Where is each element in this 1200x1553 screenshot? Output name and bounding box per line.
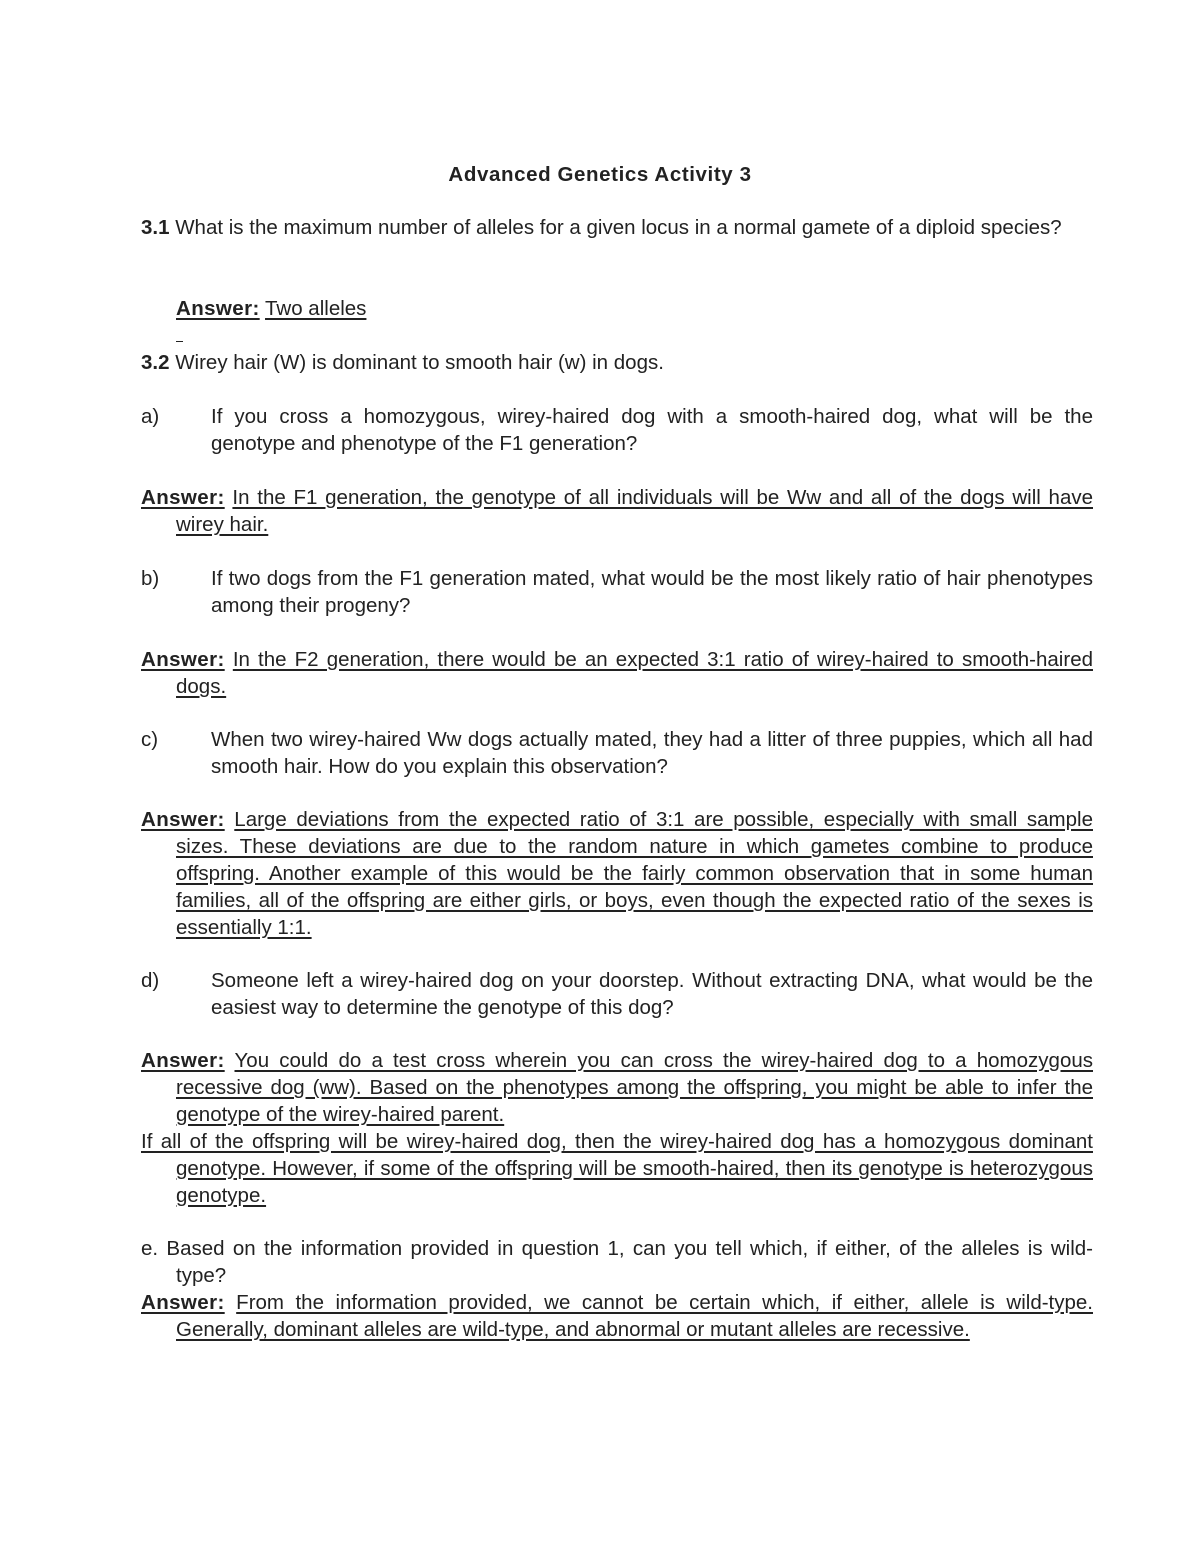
answer-d: [141, 1047, 1093, 1128]
question-number: 3.2: [141, 351, 170, 374]
answer-e: [141, 1289, 1093, 1343]
document-title: Advanced Genetics Activity 3: [448, 163, 752, 186]
question-marker: d): [141, 969, 160, 992]
question-marker: c): [141, 728, 159, 751]
question-e: [141, 1235, 1093, 1289]
question-text: Based on the information provided in question 1, can you tell which, if either, of the alleles is wild-type?: [166, 1237, 1094, 1287]
answer-text: You could do a test cross wherein you can cross the wirey-haired dog to a homozygous recessive dog (ww). Based on the phenotypes among the offspring, you might be able to infer the genotype of the wirey-haired parent.: [176, 1049, 1093, 1126]
answer-3-1: [176, 295, 1058, 322]
question-3-2: [141, 349, 1093, 376]
answer-text: Two alleles: [265, 297, 367, 320]
answer-label: Answer:: [141, 648, 225, 671]
question-d: [141, 967, 1093, 1021]
question-text: Wirey hair (W) is dominant to smooth hair (w) in dogs.: [175, 351, 664, 374]
answer-c: [141, 806, 1093, 941]
question-b: [141, 565, 1093, 619]
answer-text: In the F2 generation, there would be an expected 3:1 ratio of wirey-haired to smooth-haired dogs.: [176, 648, 1093, 698]
question-number: 3.1: [141, 216, 170, 239]
question-text: If two dogs from the F1 generation mated, what would be the most likely ratio of hair phenotypes among their progeny?: [211, 567, 1093, 617]
answer-label: Answer:: [141, 486, 225, 509]
question-marker: e.: [141, 1237, 159, 1260]
question-3-1: [141, 214, 1093, 241]
answer-text: In the F1 generation, the genotype of all individuals will be Ww and all of the dogs will have wirey hair.: [176, 486, 1093, 536]
question-text: When two wirey-haired Ww dogs actually mated, they had a litter of three puppies, which all had smooth hair. How do you explain this observation?: [211, 728, 1093, 778]
question-c: [141, 726, 1093, 780]
answer-a: [141, 484, 1093, 538]
question-marker: b): [141, 567, 160, 590]
question-marker: a): [141, 405, 160, 428]
question-text: If you cross a homozygous, wirey-haired dog with a smooth-haired dog, what will be the genotype and phenotype of the F1 generation?: [211, 405, 1093, 455]
question-text: Someone left a wirey-haired dog on your doorstep. Without extracting DNA, what would be the easiest way to determine the genotype of this dog?: [211, 969, 1093, 1019]
question-a: [141, 403, 1093, 457]
question-text: What is the maximum number of alleles for a given locus in a normal gamete of a diploid species?: [175, 216, 1062, 239]
underline-dash: [176, 341, 183, 342]
answer-d-continuation: [141, 1128, 1093, 1209]
answer-b: [141, 646, 1093, 700]
answer-label: Answer:: [141, 1049, 225, 1072]
answer-text: From the information provided, we cannot be certain which, if either, allele is wild-type. Generally, dominant alleles are wild-type, and abnormal or mutant alleles are recessive.: [176, 1291, 1093, 1341]
answer-text-continued: If all of the offspring will be wirey-haired dog, then the wirey-haired dog has a homozygous dominant genotype. However, if some of the offspring will be smooth-haired, then its genotype is heterozygous genotype.: [141, 1130, 1093, 1207]
answer-label: Answer:: [176, 297, 260, 320]
answer-label: Answer:: [141, 808, 225, 831]
answer-label: Answer:: [141, 1291, 225, 1314]
answer-text: Large deviations from the expected ratio of 3:1 are possible, especially with small sample sizes. These deviations are due to the random nature in which gametes combine to produce offspring. Another example of this would be the fairly common observation that in some human families, all of the offspring are either girls, or boys, even though the expected ratio of the sexes is essentially 1:1.: [176, 808, 1093, 939]
